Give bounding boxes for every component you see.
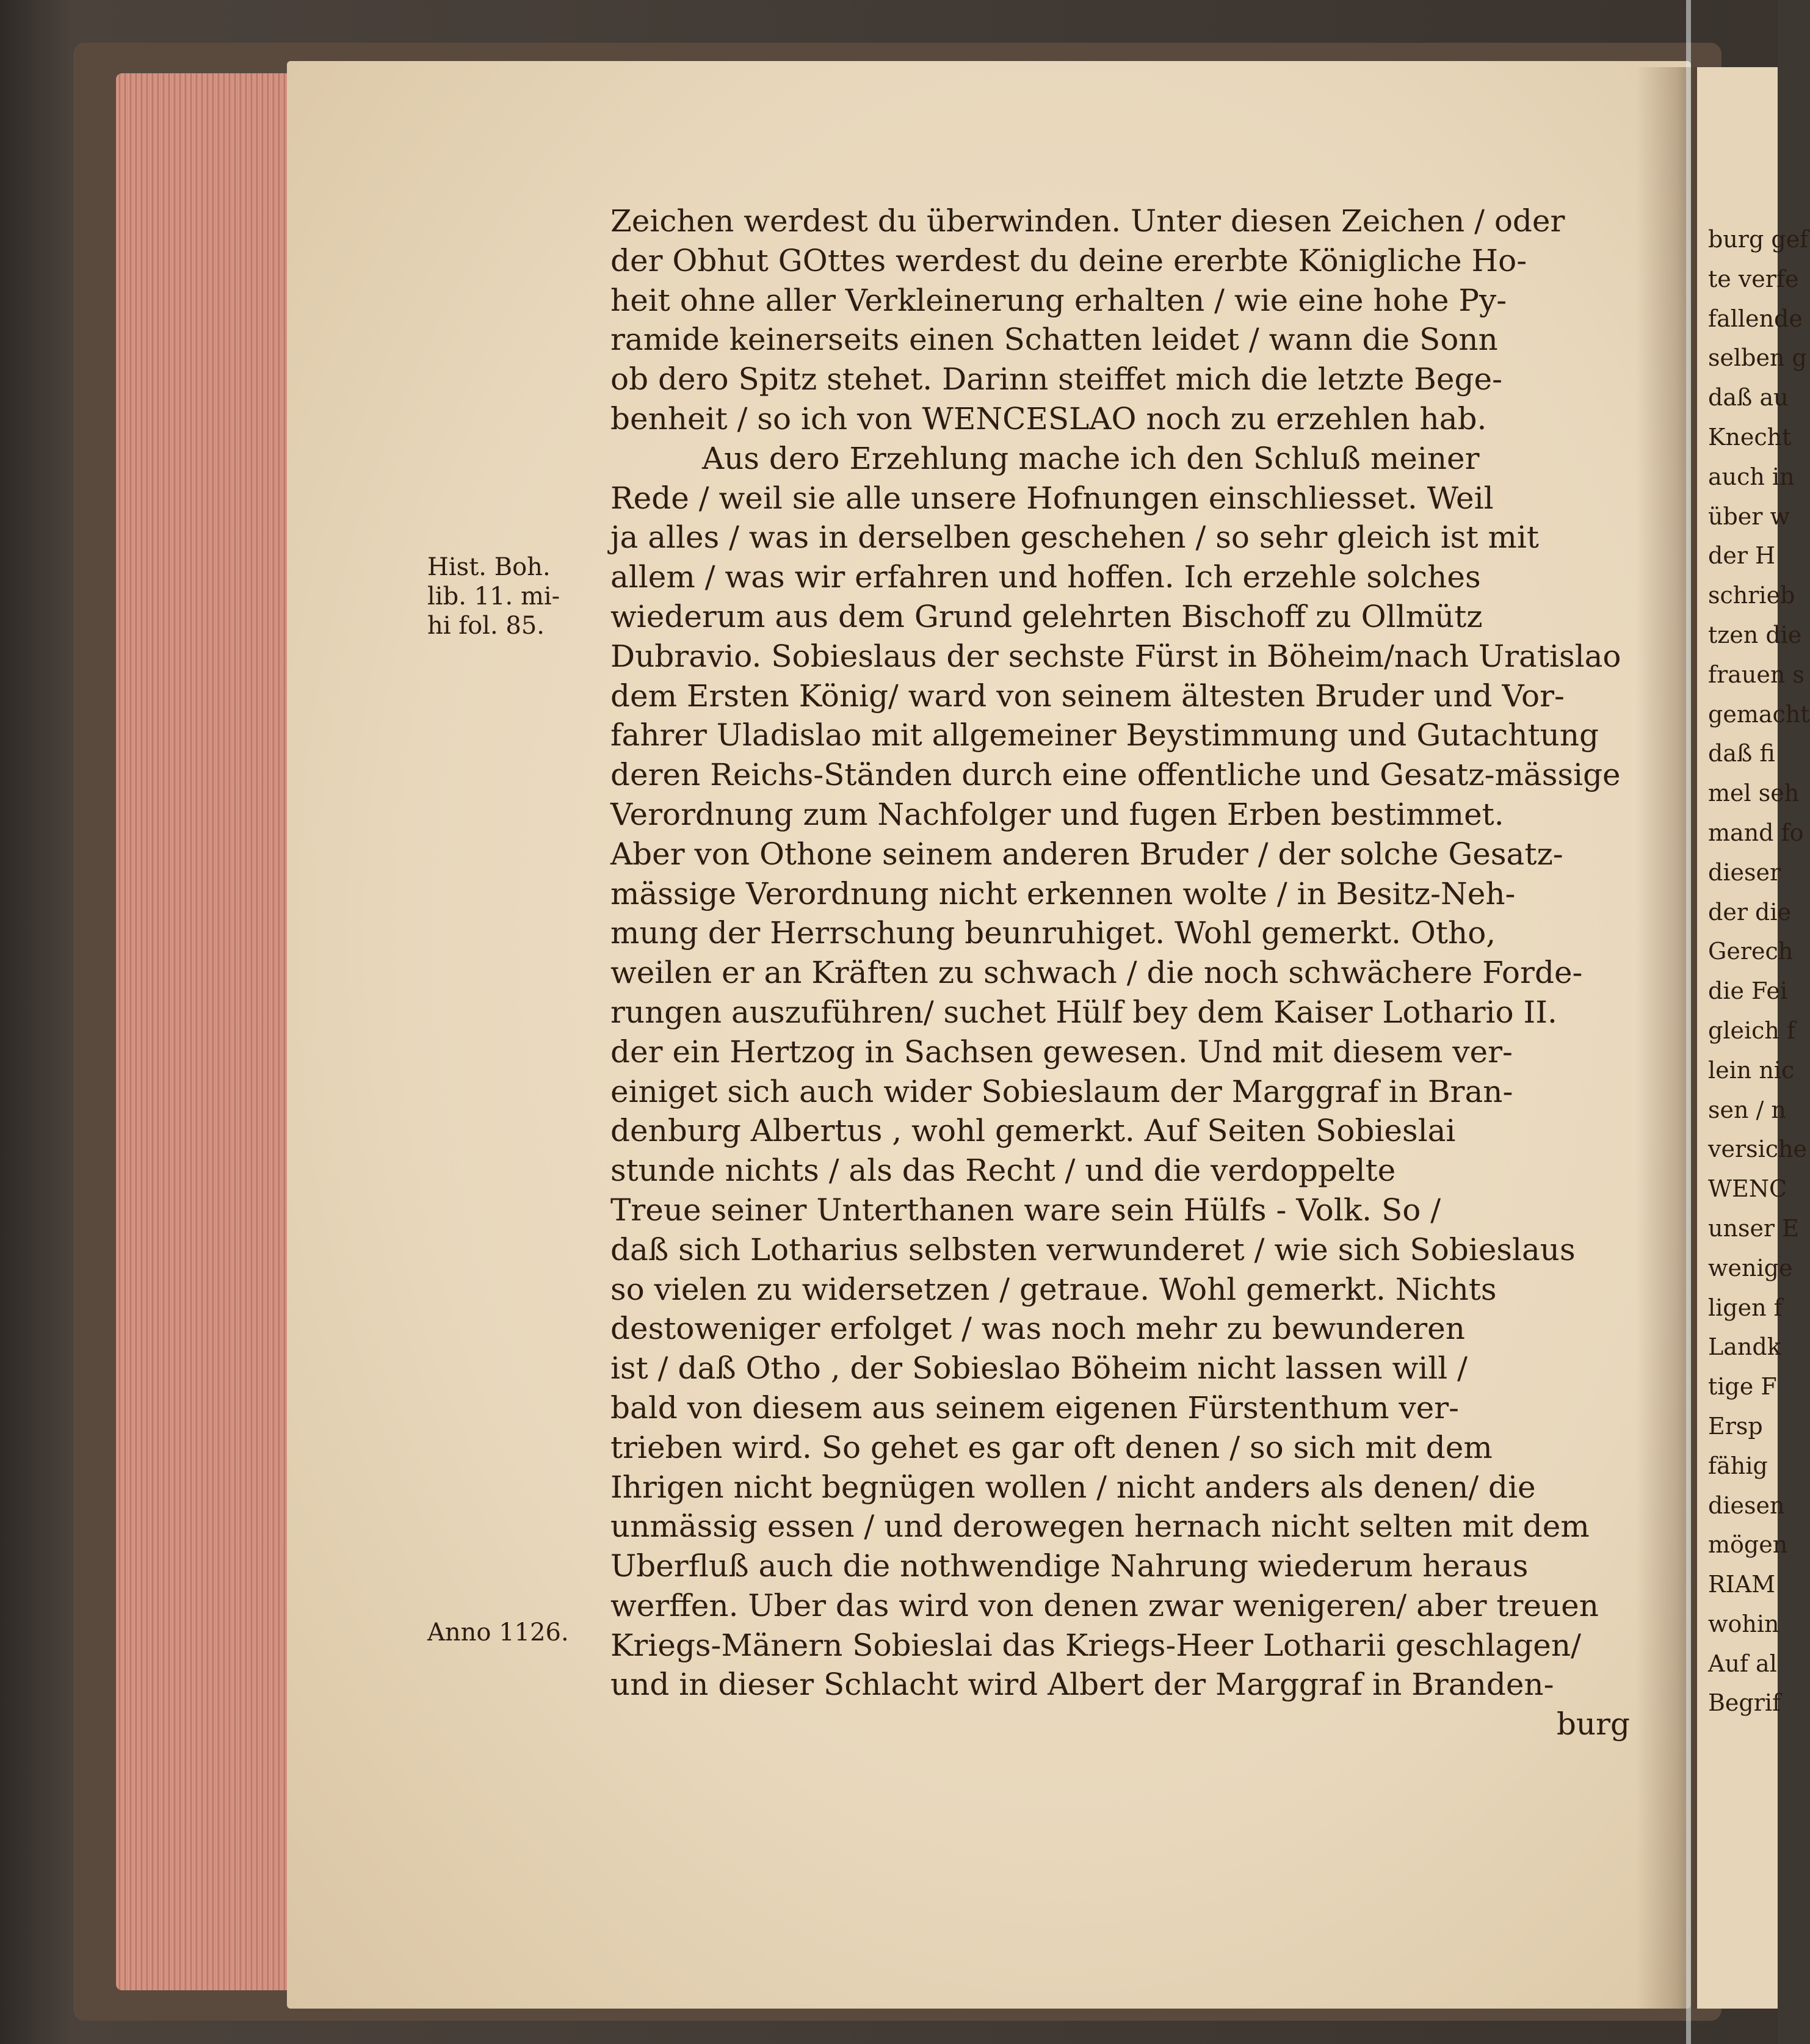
fragment-line: unser E [1708, 1214, 1799, 1242]
text-line: und in dieser Schlacht wird Albert der Marggraf in Branden- [610, 1667, 1554, 1703]
text-line: unmässig essen / und derowegen hernach nicht selten mit dem [610, 1509, 1590, 1545]
fragment-line: RIAM [1708, 1571, 1775, 1598]
fragment-line: Knecht [1708, 423, 1792, 451]
text-line: deren Reichs-Ständen durch eine offentliche und Gesatz-mässige [610, 757, 1621, 793]
text-line: Aber von Othone seinem anderen Bruder / der solche Gesatz- [610, 836, 1563, 872]
text-line: Uberfluß auch die nothwendige Nahrung wiederum heraus [610, 1548, 1529, 1584]
fragment-line: wohin [1708, 1610, 1779, 1637]
margin-note-line: lib. 11. mi- [427, 582, 560, 611]
fragment-line: te verfe [1708, 265, 1799, 292]
fragment-line: über w [1708, 502, 1790, 530]
fragment-line: schrieb [1708, 582, 1795, 609]
text-line: der Obhut GOttes werdest du deine ererbte Königliche Ho- [610, 242, 1527, 278]
text-line: allem / was wir erfahren und hoffen. Ich erzehle solches [610, 559, 1481, 595]
text-line: ja alles / was in derselben geschehen / so sehr gleich ist mit [610, 520, 1539, 556]
text-line: daß sich Lotharius selbsten verwunderet / wie sich Sobieslaus [610, 1231, 1576, 1267]
fragment-line: fähig [1708, 1452, 1768, 1479]
fragment-line: lein nic [1708, 1056, 1795, 1084]
fragment-line: daß fi [1708, 740, 1775, 767]
text-line: dem Ersten König/ ward von seinem ältesten Bruder und Vor- [610, 678, 1565, 714]
fragment-line: der die [1708, 898, 1792, 926]
text-line: wiederum aus dem Grund gelehrten Bischoff zu Ollmütz [610, 598, 1483, 634]
text-line: Zeichen werdest du überwinden. Unter diesen Zeichen / oder [610, 203, 1565, 239]
text-line: mässige Verordnung nicht erkennen wolte / in Besitz-Neh- [610, 875, 1516, 911]
fragment-line: gemacht [1708, 700, 1810, 728]
fragment-line: burg gef [1708, 226, 1809, 253]
fragment-line: tzen die [1708, 621, 1802, 648]
next-page-text-fragments [1708, 220, 1810, 1723]
text-line: destoweniger erfolget / was noch mehr zu bewunderen [610, 1311, 1465, 1347]
fragment-line: Gerech [1708, 938, 1794, 965]
fragment-line: daß au [1708, 384, 1789, 411]
fragment-line: ligen f [1708, 1294, 1783, 1321]
catchword: burg [1556, 1706, 1630, 1742]
fragment-line: die Fei [1708, 977, 1787, 1005]
fragment-line: gleich f [1708, 1017, 1796, 1044]
text-line: ramide keinerseits einen Schatten leidet / wann die Sonn [610, 322, 1498, 358]
fragment-line: diesen [1708, 1491, 1785, 1519]
text-line: Kriegs-Mänern Sobieslai das Kriegs-Heer Lotharii geschlagen/ [610, 1627, 1581, 1663]
text-line: Ihrigen nicht begnügen wollen / nicht anders als denen/ die [610, 1469, 1536, 1505]
text-line: trieben wird. So gehet es gar oft denen / so sich mit dem [610, 1429, 1493, 1465]
text-line: heit ohne aller Verkleinerung erhalten / wie eine hohe Py- [610, 282, 1507, 318]
fragment-line: Ersp [1708, 1412, 1763, 1440]
margin-note-line: Hist. Boh. [427, 553, 551, 581]
text-line: rungen auszuführen/ suchet Hülf bey dem Kaiser Lothario II. [610, 994, 1557, 1030]
text-line: stunde nichts / als das Recht / und die verdoppelte [610, 1153, 1396, 1189]
fragment-line: dieser [1708, 858, 1781, 886]
fragment-line: tige F [1708, 1373, 1777, 1401]
fragment-line: mel seh [1708, 780, 1800, 807]
fragment-line: auch in [1708, 463, 1795, 490]
fragment-line: Landk [1708, 1333, 1781, 1361]
text-line: einiget sich auch wider Sobieslaum der Marggraf in Bran- [610, 1073, 1513, 1109]
fragment-line: Begrif [1708, 1689, 1781, 1717]
page-edges [116, 73, 299, 1990]
fragment-line: versiche [1708, 1136, 1808, 1163]
fragment-line: Auf al [1708, 1650, 1777, 1677]
text-line: denburg Albertus , wohl gemerkt. Auf Seiten Sobieslai [610, 1113, 1456, 1149]
margin-note-source [427, 553, 604, 640]
text-line: benheit / so ich von WENCESLAO noch zu erzehlen hab. [610, 400, 1487, 437]
text-line: werffen. Uber das wird von denen zwar wenigeren/ aber treuen [610, 1587, 1599, 1623]
text-line: Aus dero Erzehlung mache ich den Schluß meiner [702, 440, 1480, 476]
margin-note-line: hi fol. 85. [427, 612, 545, 640]
text-line: mung der Herrschung beunruhiget. Wohl gemerkt. Otho, [610, 915, 1496, 951]
margin-note-year: Anno 1126. [427, 1618, 569, 1647]
fragment-line: frauen s [1708, 661, 1805, 688]
text-line: der ein Hertzog in Sachsen gewesen. Und mit diesem ver- [610, 1034, 1513, 1070]
fragment-line: WENC [1708, 1175, 1787, 1203]
fragment-line: mand fo [1708, 819, 1804, 846]
glass-plate-edge [1686, 0, 1691, 2044]
main-text-block [610, 201, 1642, 1744]
fragment-line: selben g [1708, 344, 1807, 372]
text-line: bald von diesem aus seinem eigenen Fürstenthum ver- [610, 1390, 1460, 1426]
text-line: Rede / weil sie alle unsere Hofnungen einschliesset. Weil [610, 480, 1494, 516]
text-line: so vielen zu widersetzen / getraue. Wohl gemerkt. Nichts [610, 1271, 1497, 1307]
book-gutter [1636, 67, 1703, 2009]
fragment-line: der H [1708, 542, 1776, 570]
text-line: weilen er an Kräften zu schwach / die noch schwächere Forde- [610, 955, 1583, 991]
fragment-line: sen / n [1708, 1096, 1786, 1123]
fragment-line: mögen [1708, 1531, 1788, 1559]
text-line: Verordnung zum Nachfolger und fugen Erben bestimmet. [610, 796, 1504, 832]
text-line: fahrer Uladislao mit allgemeiner Beystimmung und Gutachtung [610, 717, 1599, 753]
text-line: ist / daß Otho , der Sobieslao Böheim nicht lassen will / [610, 1350, 1468, 1386]
text-line: Treue seiner Unterthanen ware sein Hülfs - Volk. So / [610, 1192, 1441, 1228]
text-line: Dubravio. Sobieslaus der sechste Fürst in Böheim/nach Uratislao [610, 638, 1621, 674]
fragment-line: fallende [1708, 305, 1803, 332]
text-line: ob dero Spitz stehet. Darinn steiffet mich die letzte Bege- [610, 361, 1503, 397]
fragment-line: wenige [1708, 1254, 1793, 1281]
